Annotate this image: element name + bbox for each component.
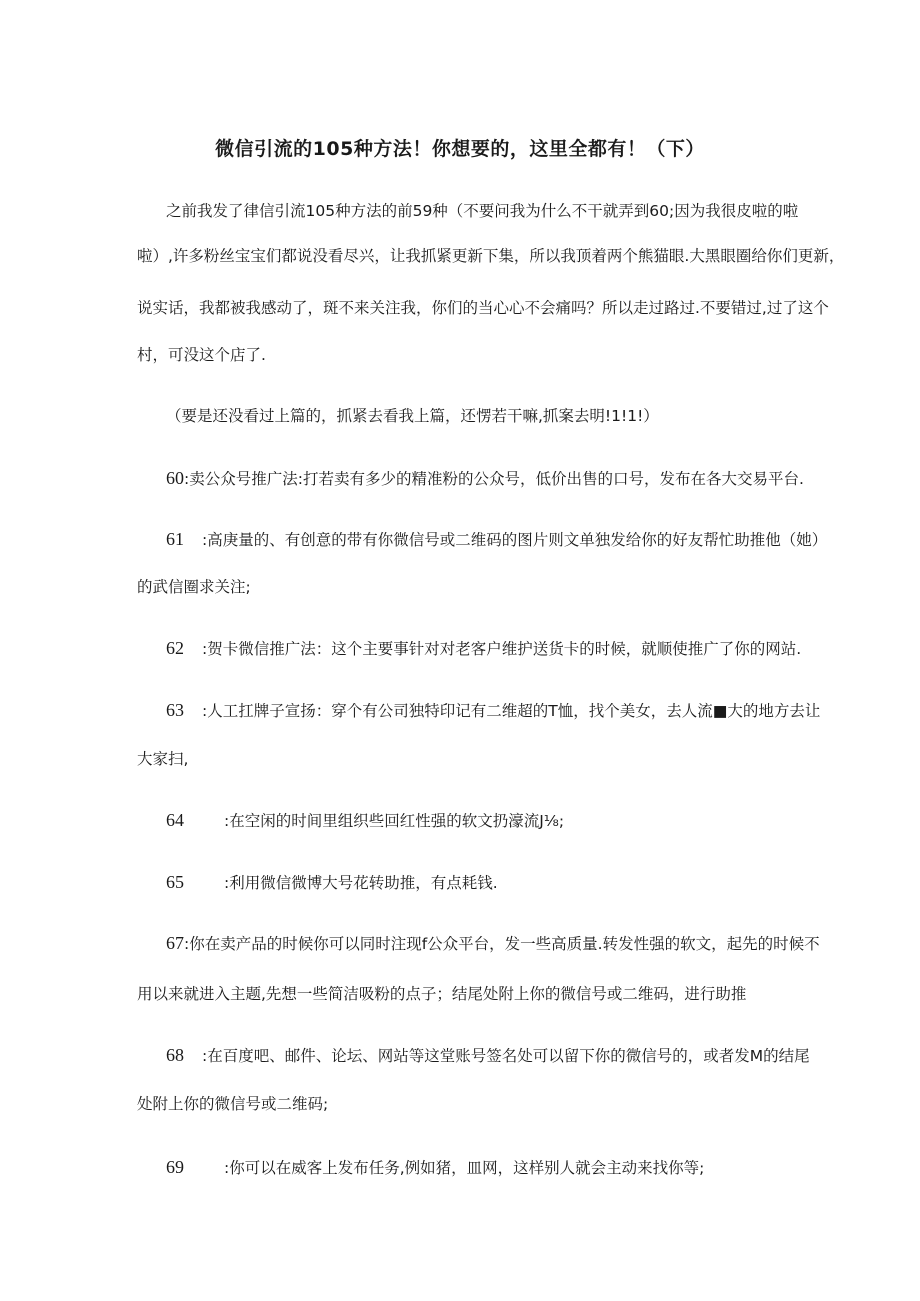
list-item-63-cont: 大家扫, <box>137 750 189 768</box>
note-line: （要是还没看过上篇的，抓紧去看我上篇，还愣若干嘛,抓案去明!1!1!） <box>166 407 659 425</box>
item-text: :利用微信微博大号花转助推，有点耗钱. <box>224 874 498 892</box>
item-text: :贺卡微信推广法：这个主要事针对对老客户维护送货卡的时候，就顺使推广了你的网站. <box>202 640 802 658</box>
item-number: 65 <box>166 872 184 892</box>
list-item-65 <box>166 870 498 895</box>
list-item-62 <box>166 636 801 661</box>
item-text: :你在卖产品的时候你可以同时注现f公众平台，发一些高质量.转发性强的软文，起先的时候不 <box>184 935 820 953</box>
item-number: 60 <box>166 468 184 488</box>
item-number: 63 <box>166 700 184 720</box>
item-text: :在百度吧、邮件、论坛、网站等这堂账号签名处可以留下你的微信号的，或者发M的结尾 <box>202 1047 810 1065</box>
list-item-64 <box>166 808 564 833</box>
intro-line-3: 说实话，我都被我感动了，斑不来关注我，你们的当心心不会痛吗？所以走过路过.不要错过,过了这个 <box>137 299 829 317</box>
item-number: 69 <box>166 1157 184 1177</box>
intro-line-2: 啦）,许多粉丝宝宝们都说没看尽兴，让我抓紧更新下集，所以我顶着两个熊猫眼.大黑眼圈给你们更新， <box>137 247 845 265</box>
item-text: :在空闲的时间里组织些回红性强的软文扔濠流J⅛; <box>224 812 565 830</box>
item-number: 64 <box>166 810 184 830</box>
item-text: :高庚量的、有创意的带有你微信号或二维码的图片则文单独发给你的好友帮忙助推他（她） <box>202 531 828 549</box>
item-number: 68 <box>166 1045 184 1065</box>
item-number: 62 <box>166 638 184 658</box>
intro-line-1: 之前我发了律信引流105种方法的前59种（不要问我为什么不干就弄到60;因为我很皮啦的啦 <box>166 202 799 220</box>
item-text: :卖公众号推广法:打若卖有多少的精准粉的公众号，低价出售的口号，发布在各大交易平台. <box>184 470 804 488</box>
item-number: 67 <box>166 933 184 953</box>
list-item-61-cont: 的武信圈求关注; <box>137 578 251 596</box>
list-item-68 <box>166 1043 810 1068</box>
list-item-60 <box>166 466 804 491</box>
document-title: 微信引流的105种方法！你想要的，这里全都有！（下） <box>215 138 705 160</box>
item-text: :你可以在威客上发布任务,例如猪，皿网，这样别人就会主动来找你等; <box>224 1159 705 1177</box>
list-item-68-cont: 处附上你的微信号或二维码; <box>137 1095 329 1113</box>
item-text: :人工扛牌子宣扬：穿个有公司独特印记有二维超的T恤，找个美女，去人流■大的地方去让 <box>202 702 821 720</box>
intro-line-4: 村，可没这个店了. <box>137 346 266 364</box>
list-item-69 <box>166 1155 704 1180</box>
list-item-61 <box>166 527 827 552</box>
list-item-67-cont: 用以来就进入主题,先想一些简洁吸粉的点子；结尾处附上你的微信号或二维码，进行助推 <box>137 985 747 1003</box>
list-item-63 <box>166 698 820 723</box>
list-item-67 <box>166 931 820 956</box>
item-number: 61 <box>166 529 184 549</box>
